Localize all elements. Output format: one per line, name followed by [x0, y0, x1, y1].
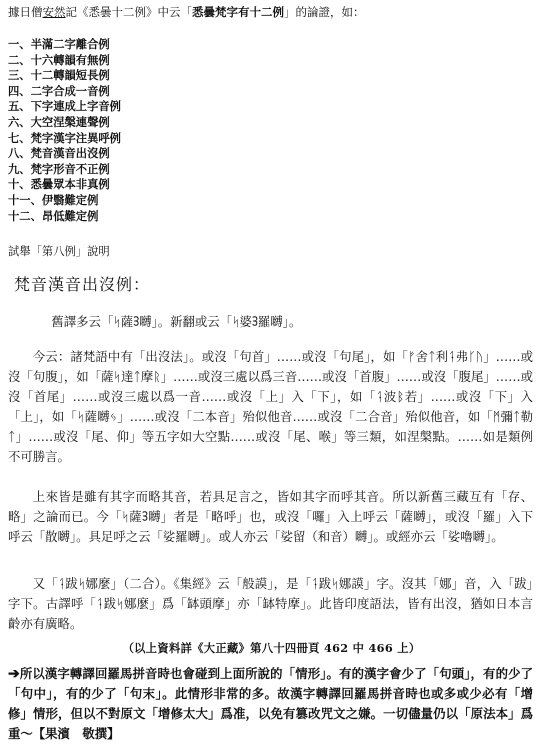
paragraph-1: 舊譯多云「ᛋ薩ᢃ嚩」。新翻或云「ᛋ婆ᢃ羅嚩」。	[51, 314, 302, 329]
monk-name: 安然	[42, 5, 66, 19]
list-item: 十一、伊翳難定例	[8, 192, 99, 207]
paragraph-4: 又「ᛑ跋ᛋ娜麼」（二合）。《集經》云「般謨」，是「ᛑ跋ᛋ娜謨」字。沒其「娜」音，入「跋」字下。古譯呼「ᛑ跋ᛋ娜麼」爲「缽頭摩」亦「缽特摩」。此皆印度語法，皆有出沒，猶如日本言齡亦有廣略。	[8, 576, 533, 631]
list-item: 一、半滿二字離合例	[8, 37, 110, 51]
paragraph-3: 上來皆是雖有其字而略其音，若具足言之，皆如其字而呼其音。所以新舊三藏互有「存、略」之論而已。今「ᛋ薩ᢃ嚩」者是「略呼」也，或沒「囉」入上呼云「薩嚩」，或沒「羅」入下呼云「散嚩」。具足呼之云「娑羅嚩」。或人亦云「娑留（和音）嚩」。或經亦云「娑嚕嚩」。	[8, 489, 533, 544]
list-item: 十、悉曇眾本非真例	[8, 177, 110, 192]
intro-line	[8, 4, 533, 20]
list-item: 七、梵字漢字注異呼例	[8, 130, 121, 145]
intro-prefix: 據日僧	[8, 5, 43, 19]
section-heading: 梵音漢音出沒例：	[14, 275, 151, 294]
list-item: 八、梵音漢音出沒例	[8, 146, 110, 161]
list-item: 三、十二轉韻短長例	[8, 68, 110, 83]
list-item: 六、大空涅槃連聲例	[8, 114, 110, 129]
paragraph-2: 今云：諸梵語中有「出沒法」。或沒「句首」……或沒「句尾」，如「ᚠ舍ᛏ利ᛑ弗ᚴᚢ」……或沒「句腹」，如「薩ᛋ達ᛏ摩ᚱ」……或沒三處以爲三音……或沒「首腹」……或沒「腹尾」……或沒「首尾」……或沒三處以爲一音……或沒「上」入「下」，如「ᛑ波ᛒ若」……或沒「下」入「上」，如「ᛋ薩嚩ᛃ」……或沒「二本音」殆似他音……或沒「二合音」殆似他音，如「ᛗ彌ᛏ勒ᛏ」……或沒「尾、仰」等五字如大空點……或沒「尾、喉」等三類，如涅槃點。……如是類例不可勝言。	[8, 349, 533, 464]
list-item: 四、二字合成一音例	[8, 83, 110, 98]
intro-suffix: 」的論證，如：	[284, 5, 365, 19]
intro-title: 悉曇梵字有十二例	[192, 5, 284, 19]
rules-list	[8, 37, 533, 224]
example-line: 試舉「第八例」說明	[8, 245, 110, 258]
list-item: 九、梵字形音不正例	[8, 161, 110, 176]
list-item: 五、下字連成上字音例	[8, 99, 121, 114]
author-signature: 【果濱 敬撰】	[32, 726, 120, 741]
intro-middle: 記《悉曇十二例》中云「	[65, 5, 192, 19]
note-text: 所以漢字轉譯回羅馬拼音時也會碰到上面所說的「情形」。有的漢字會少了「句頭」，有的少了「句中」，有的少了「句末」。此情形非常的多。故漢字轉譯回羅馬拼音時也或多或少必有「增修」情形，但以不對原文「增修太大」爲准，以免有篡改咒文之嫌。一切儘量仍以「原法本」爲重～	[8, 666, 533, 741]
closing-note	[8, 664, 533, 744]
arrow-icon: ➔	[8, 666, 20, 682]
list-item: 十二、昂低難定例	[8, 208, 99, 223]
citation: （以上資料詳《大正藏》第八十四冊頁 462 中 466 上）	[122, 641, 421, 655]
list-item: 二、十六轉韻有無例	[8, 52, 110, 67]
